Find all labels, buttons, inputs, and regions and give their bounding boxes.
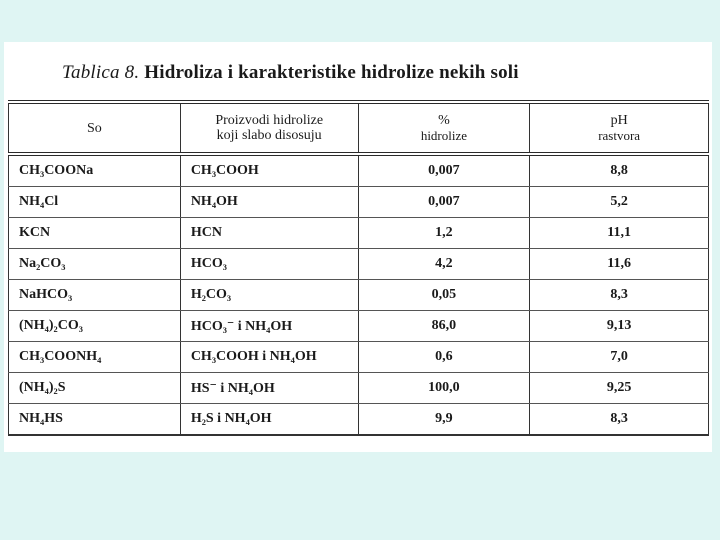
products-cell: HCO₃⁻ i NH₄OH	[180, 311, 358, 342]
header-percent-line2: hidrolize	[420, 128, 468, 143]
salt-cell: NH₄HS	[9, 404, 181, 436]
ph-cell: 8,3	[530, 280, 709, 311]
products-cell: CH₃COOH	[180, 154, 358, 187]
ph-cell: 7,0	[530, 342, 709, 373]
ph-cell: 11,6	[530, 249, 709, 280]
products-cell: CH₃COOH i NH₄OH	[180, 342, 358, 373]
products-cell: HCO₃	[180, 249, 358, 280]
ph-cell: 5,2	[530, 187, 709, 218]
products-cell: H₂S i NH₄OH	[180, 404, 358, 436]
table-row	[9, 154, 709, 187]
salt-cell: KCN	[9, 218, 181, 249]
ph-cell: 9,13	[530, 311, 709, 342]
table-row	[9, 187, 709, 218]
products-cell: NH₄OH	[180, 187, 358, 218]
percent-cell: 0,6	[358, 342, 530, 373]
ph-cell: 9,25	[530, 373, 709, 404]
products-cell: HS⁻ i NH₄OH	[180, 373, 358, 404]
header-products	[180, 102, 358, 154]
ph-cell: 8,3	[530, 404, 709, 436]
header-ph	[530, 102, 709, 154]
table-number: Tablica 8.	[62, 62, 140, 83]
percent-cell: 0,007	[358, 154, 530, 187]
salt-cell: CH₃COONH₄	[9, 342, 181, 373]
products-cell: H₂CO₃	[180, 280, 358, 311]
table-row	[9, 373, 709, 404]
table-row	[9, 342, 709, 373]
percent-cell: 1,2	[358, 218, 530, 249]
ph-cell: 11,1	[530, 218, 709, 249]
table-row	[9, 404, 709, 436]
header-percent-line1: %	[438, 113, 450, 128]
salt-cell: Na₂CO₃	[9, 249, 181, 280]
header-ph-line2: rastvora	[598, 128, 641, 143]
table-caption: Hidroliza i karakteristike hidrolize nekih soli	[144, 62, 519, 83]
header-products-line2: koji slabo disosuju	[216, 128, 322, 143]
header-salt-label: So	[87, 120, 102, 136]
hydrolysis-table	[8, 100, 709, 436]
header-percent	[358, 102, 530, 154]
header-row	[9, 102, 709, 154]
header-salt	[9, 102, 181, 154]
percent-cell: 4,2	[358, 249, 530, 280]
header-products-line1: Proizvodi hidrolize	[215, 113, 324, 128]
header-ph-line1: pH	[610, 113, 628, 128]
scanned-page	[4, 42, 712, 452]
salt-cell: (NH₄)₂CO₃	[9, 311, 181, 342]
table-row	[9, 311, 709, 342]
table-title	[62, 62, 519, 84]
percent-cell: 100,0	[358, 373, 530, 404]
salt-cell: NaHCO₃	[9, 280, 181, 311]
percent-cell: 0,05	[358, 280, 530, 311]
salt-cell: CH₃COONa	[9, 154, 181, 187]
percent-cell: 0,007	[358, 187, 530, 218]
percent-cell: 9,9	[358, 404, 530, 436]
products-cell: HCN	[180, 218, 358, 249]
ph-cell: 8,8	[530, 154, 709, 187]
salt-cell: NH₄Cl	[9, 187, 181, 218]
table-row	[9, 218, 709, 249]
percent-cell: 86,0	[358, 311, 530, 342]
table-row	[9, 280, 709, 311]
table-row	[9, 249, 709, 280]
salt-cell: (NH₄)₂S	[9, 373, 181, 404]
